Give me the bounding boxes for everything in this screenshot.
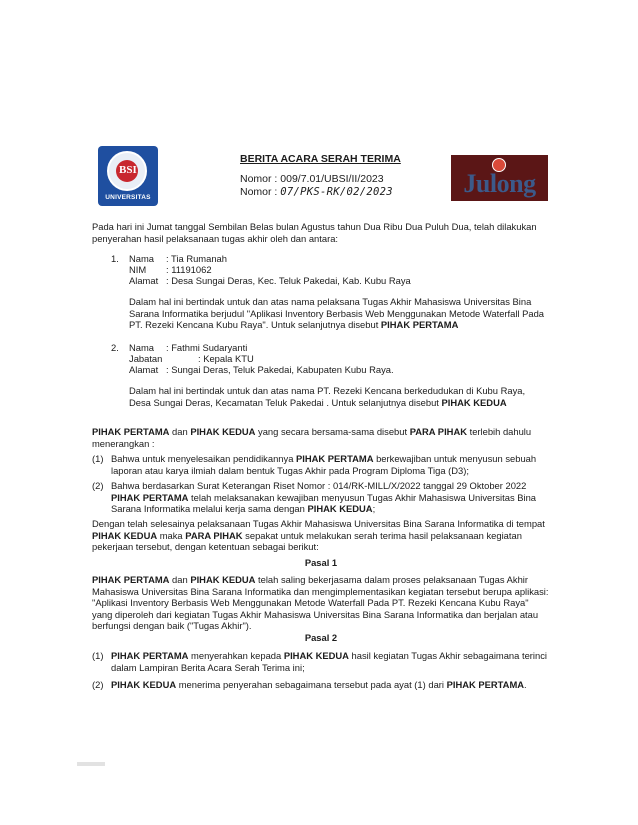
- point-1-text: [111, 453, 549, 476]
- term-para-pihak: PARA PIHAK: [409, 426, 467, 437]
- party-1-nama-label: Nama: [129, 253, 155, 264]
- word-dan: dan: [172, 574, 188, 585]
- party-1-number: 1.: [111, 253, 119, 264]
- pasal-2-title: [92, 632, 550, 644]
- term-pihak-pertama: PIHAK PERTAMA: [92, 426, 170, 437]
- term-pihak-kedua: PIHAK KEDUA: [111, 679, 177, 690]
- nomor-value-handwritten: 07/PKS-RK/02/2023: [280, 186, 393, 198]
- party-2-jabatan-label: Jabatan: [129, 353, 163, 364]
- term-pihak-pertama: PIHAK PERTAMA: [296, 453, 374, 464]
- pasal-2-item-1-b: hasil kegiatan Tugas Akhir sebagaimana terinci dalam Lampiran Berita Acara Serah Terima ini;: [111, 650, 547, 673]
- term-pihak-kedua: PIHAK KEDUA: [283, 650, 349, 661]
- pasal-1-body: [92, 574, 550, 632]
- university-logo: [98, 146, 158, 206]
- conclusion-b: maka: [159, 529, 183, 541]
- lead-paragraph: [92, 426, 550, 449]
- point-1-number: (1): [92, 453, 104, 464]
- lead-end: terlebih dahulu menerangkan :: [92, 426, 532, 449]
- pasal-2-item-2-number: (2): [92, 679, 104, 690]
- conclusion-a: Dengan telah selesainya pelaksanaan Tugas Akhir Mahasiswa Universitas Bina Sarana Informatika di tempat: [92, 518, 545, 529]
- logo-mark: BSI: [119, 164, 137, 176]
- conclusion-c: sepakat untuk melakukan serah terima hasil pelaksanaan kegiatan pekerjaan tersebut, dengan ketentuan sebagai berikut:: [92, 529, 522, 553]
- party-1-alamat: : Desa Sungai Deras, Kec. Teluk Pakedai, Kab. Kubu Raya: [166, 275, 411, 286]
- document-title: BERITA ACARA SERAH TERIMA: [240, 153, 401, 165]
- party-1-nim: : 11191062: [166, 264, 212, 275]
- pasal-2-item-1: [111, 650, 549, 673]
- nomor-value: 009/7.01/UBSI/II/2023: [280, 173, 384, 185]
- party-2-description: [129, 385, 549, 408]
- pasal-2-heading: Pasal 2: [304, 632, 338, 643]
- point-2-a: Bahwa berdasarkan Surat Keterangan Riset Nomor : 014/RK-MILL/X/2022 tanggal 29 Oktober 2022: [111, 480, 527, 491]
- company-logo-text: Julong: [463, 169, 536, 198]
- term-pihak-kedua: PIHAK KEDUA: [190, 574, 256, 585]
- pasal-1-text: telah saling bekerjasama dalam proses pelaksanaan Tugas Akhir Mahasiswa Universitas Bina Sarana Informatika dan mengimplementasikan kegiatan tersebut berupa aplikasi: "Aplikasi Inventory Berbasis Web Menggunakan Metode Waterfall Pada PT. Rezeki Kencana Kubu Raya" yang diperoleh dari kegiatan Tugas Akhir Mahasiswa Universitas Bina Sarana Informatika dan berjalan atau berfungsi dengan baik ("Tugas Akhir").: [92, 574, 549, 632]
- point-2-number: (2): [92, 480, 104, 491]
- term-pihak-pertama: PIHAK PERTAMA: [111, 491, 189, 503]
- nomor-line-1: [240, 173, 384, 185]
- pasal-2-item-1-a: menyerahkan kepada: [191, 650, 282, 661]
- logo-ring: [107, 151, 147, 191]
- company-logo: [451, 155, 548, 201]
- term-pihak-pertama: PIHAK PERTAMA: [92, 574, 170, 585]
- term-pihak-pertama: PIHAK PERTAMA: [111, 650, 189, 661]
- conclusion-paragraph: [92, 518, 550, 553]
- party-1-alamat-label: Alamat: [129, 275, 159, 286]
- nomor-line-2: [240, 186, 393, 198]
- word-dan: dan: [172, 426, 188, 437]
- party-2-number: 2.: [111, 342, 119, 353]
- party-2-nama-label: Nama: [129, 342, 155, 353]
- pasal-1-heading: Pasal 1: [304, 557, 338, 568]
- pasal-2-item-1-number: (1): [92, 650, 104, 661]
- intro-paragraph: Pada hari ini Jumat tanggal Sembilan Belas bulan Agustus tahun Dua Ribu Dua Puluh Dua, telah dilakukan penyerahan hasil pelaksanaan tugas akhir oleh dan antara:: [92, 221, 537, 244]
- party-2-alamat-label: Alamat: [129, 364, 159, 375]
- pasal-1-title: [92, 557, 550, 569]
- term-pihak-kedua: PIHAK KEDUA: [307, 503, 373, 515]
- party-1-nama: : Tia Rumanah: [166, 253, 227, 264]
- party-1-description: [129, 296, 549, 331]
- nomor-label: Nomor :: [240, 173, 278, 185]
- logo-caption: UNIVERSITAS: [105, 194, 151, 201]
- scan-mark: [77, 762, 105, 766]
- lead-middle: yang secara bersama-sama disebut: [258, 426, 408, 437]
- point-1-a: Bahwa untuk menyelesaikan pendidikannya: [111, 453, 294, 464]
- party-2-jabatan: : Kepala KTU: [198, 353, 254, 364]
- nomor-label: Nomor :: [240, 186, 278, 198]
- pasal-2-item-2-end: .: [524, 679, 527, 690]
- party-2-alamat: : Sungai Deras, Teluk Pakedai, Kabupaten Kubu Raya.: [166, 364, 394, 375]
- party-1-nim-label: NIM: [129, 264, 147, 275]
- term-pihak-kedua: PIHAK KEDUA: [190, 426, 256, 437]
- pasal-2-item-2: [111, 679, 549, 691]
- party-1-desc-text: Dalam hal ini bertindak untuk dan atas nama pelaksana Tugas Akhir Mahasiswa Universitas Bina Sarana Informatika berjudul "Aplikasi Inventory Berbasis Web Menggunakan Metode Waterfall Pada PT. Rezeki Kencana Kubu Raya". Untuk selanjutnya disebut: [129, 296, 545, 331]
- point-1-b: berkewajiban untuk menyusun sebuah laporan atau karya ilmiah dalam bentuk Tugas Akhir pada Program Diploma Tiga (D3);: [111, 453, 537, 476]
- pasal-2-item-2-a: menerima penyerahan sebagaimana tersebut pada ayat (1) dari: [178, 679, 444, 690]
- term-pihak-kedua: PIHAK KEDUA: [92, 529, 158, 541]
- point-2-text: [111, 480, 549, 515]
- point-2-b: telah melaksanakan kewajiban menyusun Tugas Akhir Mahasiswa Universitas Bina Sarana Informatika melalui kerja sama dengan: [111, 491, 537, 515]
- term-pihak-pertama: PIHAK PERTAMA: [446, 679, 525, 690]
- party-2-desc-text: Dalam hal ini bertindak untuk dan atas nama PT. Rezeki Kencana berkedudukan di Kubu Raya, Desa Sungai Deras, Kecamatan Teluk Pakedai . Untuk selanjutnya disebut: [129, 385, 526, 408]
- logo-emblem: [116, 160, 138, 182]
- term-para-pihak: PARA PIHAK: [185, 529, 243, 541]
- point-2-end: ;: [372, 503, 376, 515]
- party-2-desc-bold: PIHAK KEDUA: [441, 396, 507, 408]
- party-2-nama: : Fathmi Sudaryanti: [166, 342, 248, 353]
- party-1-desc-bold: PIHAK PERTAMA: [380, 319, 459, 331]
